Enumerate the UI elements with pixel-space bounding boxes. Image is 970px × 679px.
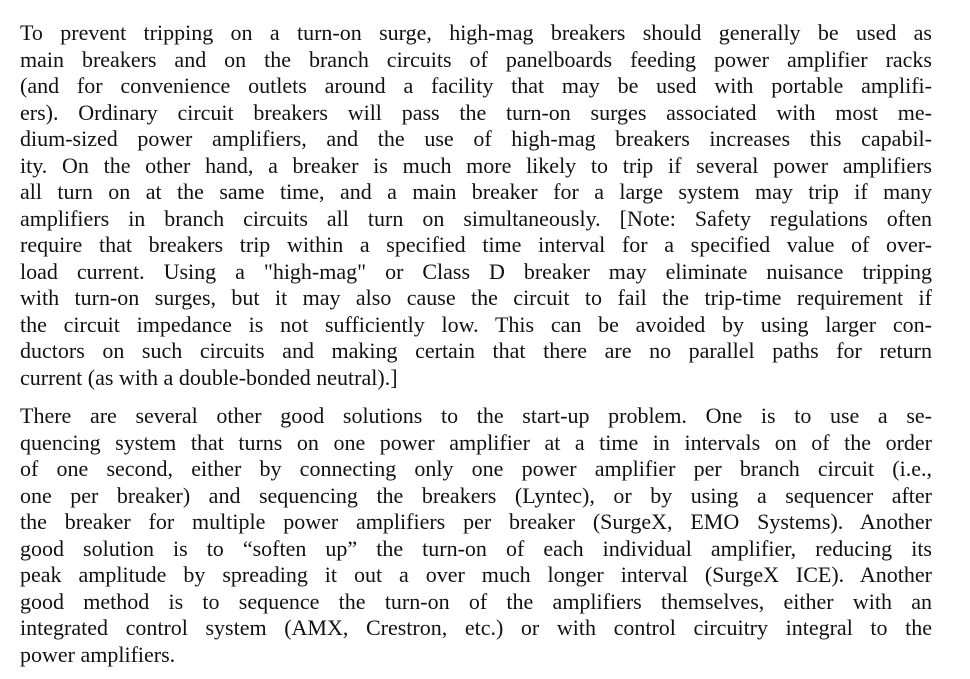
text-line: power amplifiers. (20, 641, 176, 667)
text-line: There are several other good solutions to the start-up problem. One is to use a se- (20, 403, 932, 428)
text-line: with turn-on surges, but it may also cause the circuit to fail the trip-time requirement if (20, 285, 932, 310)
text-line: To prevent tripping on a turn-on surge, high-mag breakers should generally be used as (20, 20, 932, 45)
text-line: dium-sized power amplifiers, and the use of high-mag breakers increases this capabil- (20, 126, 932, 151)
text-line: good solution is to “soften up” the turn-on of each individual amplifier, reducing its (20, 535, 932, 561)
text-line: main breakers and on the branch circuits of panelboards feeding power amplifier racks (20, 46, 932, 72)
document-page (20, 20, 932, 668)
text-line: current (as with a double-bonded neutral).] (20, 364, 398, 390)
paragraph-startup-solutions (20, 403, 932, 668)
text-line: integrated control system (AMX, Crestron, etc.) or with control circuitry integral to the (20, 615, 932, 640)
text-line: all turn on at the same time, and a main breaker for a large system may trip if many (20, 179, 932, 204)
text-line: require that breakers trip within a specified time interval for a specified value of over- (20, 232, 932, 257)
text-line: amplifiers in branch circuits all turn on simultaneously. [Note: Safety regulations often (20, 205, 932, 231)
text-line: ductors on such circuits and making certain that there are no parallel paths for return (20, 338, 932, 363)
paragraph-breaker-tripping (20, 20, 932, 391)
text-line: ers). Ordinary circuit breakers will pass the turn-on surges associated with most me- (20, 99, 932, 125)
text-line: peak amplitude by spreading it out a over much longer interval (SurgeX ICE). Another (20, 562, 932, 587)
text-line: the circuit impedance is not sufficiently low. This can be avoided by using larger con- (20, 311, 932, 337)
text-line: ity. On the other hand, a breaker is much more likely to trip if several power amplifiers (20, 152, 932, 178)
text-line: load current. Using a "high-mag" or Class D breaker may eliminate nuisance tripping (20, 258, 932, 284)
text-line: one per breaker) and sequencing the breakers (Lyntec), or by using a sequencer after (20, 482, 932, 508)
text-line: (and for convenience outlets around a facility that may be used with portable amplifi- (20, 73, 932, 98)
text-line: the breaker for multiple power amplifiers per breaker (SurgeX, EMO Systems). Another (20, 509, 932, 534)
text-line: good method is to sequence the turn-on of the amplifiers themselves, either with an (20, 588, 932, 614)
text-line: of one second, either by connecting only one power amplifier per branch circuit (i.e., (20, 456, 932, 481)
text-line: quencing system that turns on one power amplifier at a time in intervals on of the order (20, 429, 932, 455)
